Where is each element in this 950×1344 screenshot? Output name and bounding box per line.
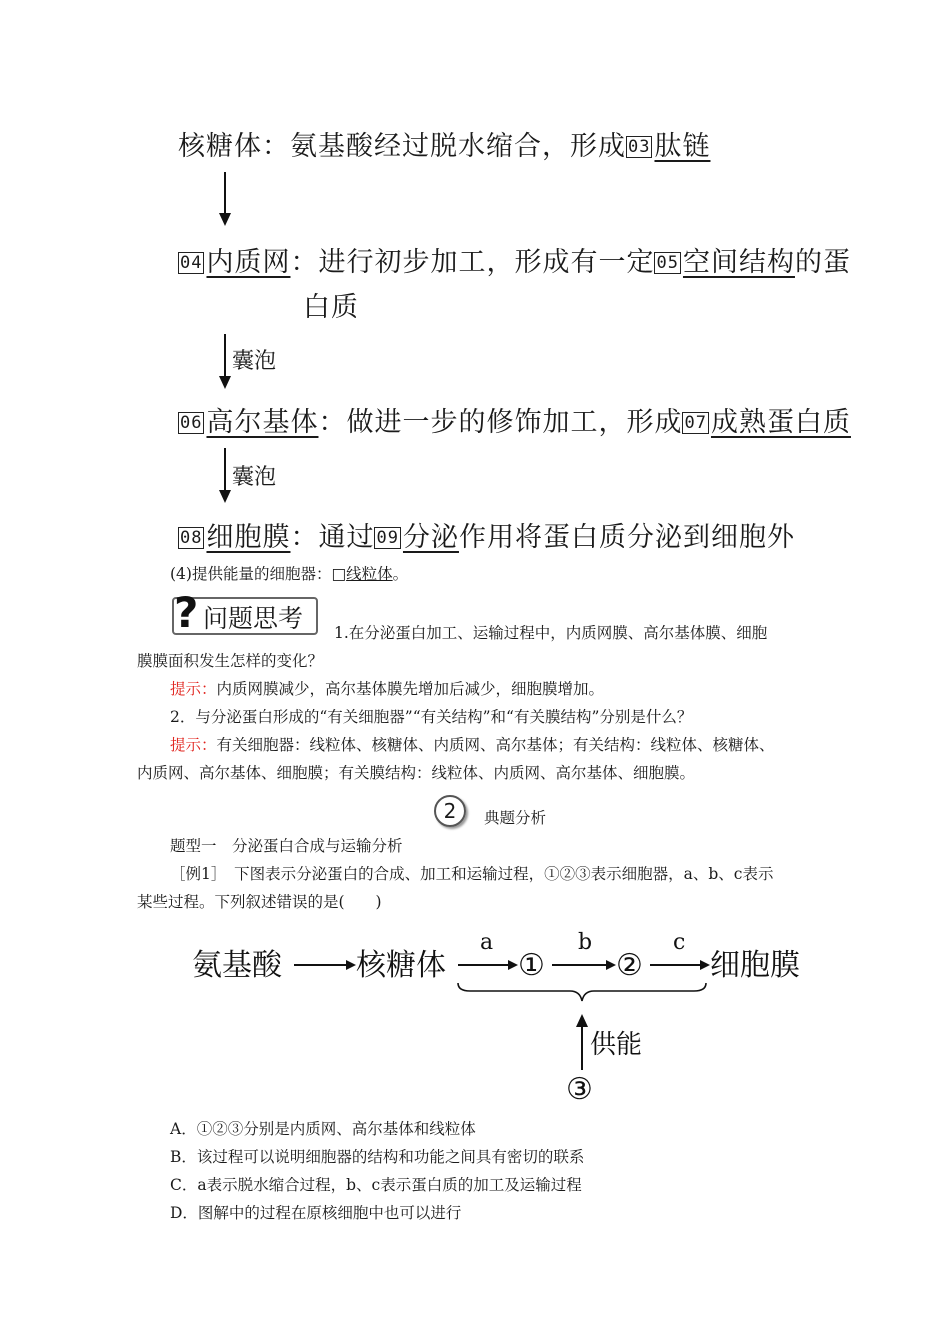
answer-text: 成熟蛋白质 bbox=[710, 407, 851, 438]
question-2: 2．与分泌蛋白形成的“有关细胞器”“有关结构”和“有关膜结构”分别是什么？ bbox=[170, 708, 693, 726]
step-text: ：做进一步的修饰加工，形成 bbox=[318, 407, 683, 438]
down-arrow-2 bbox=[224, 334, 226, 380]
flow-step-golgi bbox=[178, 400, 851, 439]
flow-step-ribosome bbox=[178, 124, 710, 163]
hint-text: 有关细胞器：线粒体、核糖体、内质网、高尔基体；有关结构：线粒体、核糖体、 bbox=[216, 736, 775, 754]
hint-label: 提示： bbox=[170, 680, 217, 698]
step-text-continued: 白质 bbox=[303, 292, 359, 323]
energy-suffix: 。 bbox=[392, 565, 409, 583]
answer-text: 肽链 bbox=[654, 131, 711, 162]
blank-number: 06 bbox=[180, 413, 203, 433]
energy-organelle-line bbox=[170, 562, 408, 584]
step-label: 核糖体 bbox=[178, 131, 262, 162]
down-arrow-1 bbox=[224, 172, 226, 216]
answer-text: 空间结构 bbox=[682, 247, 795, 278]
step-text: 作用将蛋白质分泌到细胞外 bbox=[458, 522, 795, 553]
arrow-head-icon bbox=[700, 960, 710, 970]
step-text: ：进行初步加工，形成有一定 bbox=[290, 247, 655, 278]
section-number-badge: 2 bbox=[434, 795, 466, 827]
arrow-head-icon bbox=[219, 490, 231, 503]
step-text: ：通过 bbox=[290, 522, 375, 553]
blank-number: 08 bbox=[180, 528, 203, 548]
flow-step-membrane bbox=[178, 515, 795, 554]
energy-answer: 线粒体 bbox=[346, 565, 393, 583]
blank-number: 03 bbox=[628, 137, 651, 157]
organelle-3-node: ③ bbox=[566, 1072, 593, 1107]
option-c: C．a表示脱水缩合过程，b、c表示蛋白质的加工及运输过程 bbox=[170, 1176, 582, 1194]
cell-membrane-node: 细胞膜 bbox=[710, 948, 800, 983]
answer-text: 内质网 bbox=[206, 247, 291, 278]
question-1-line-2: 膜膜面积发生怎样的变化？ bbox=[137, 652, 324, 670]
example-line-1: ［例1］ 下图表示分泌蛋白的合成、加工和运输过程，①②③表示细胞器，a、b、c表示 bbox=[170, 865, 774, 883]
question-badge-title: 问题思考 bbox=[203, 604, 304, 633]
process-c-label: c bbox=[673, 930, 686, 955]
arrow-head-icon bbox=[576, 1014, 588, 1027]
vesicle-label: 囊泡 bbox=[232, 465, 277, 490]
flow-step-er bbox=[178, 240, 851, 279]
vesicle-label: 囊泡 bbox=[232, 349, 277, 374]
arrow-head-icon bbox=[219, 213, 231, 226]
blank-number: 04 bbox=[180, 253, 203, 273]
step-text: 的蛋 bbox=[794, 247, 851, 278]
answer-2-line-1 bbox=[170, 733, 775, 755]
answer-2-line-2: 内质网、高尔基体、细胞膜；有关膜结构：线粒体、内质网、高尔基体、细胞膜。 bbox=[137, 764, 696, 782]
blank-number: 09 bbox=[376, 528, 399, 548]
energy-supply-label: 供能 bbox=[590, 1030, 643, 1060]
energy-prefix: (4)提供能量的细胞器：□ bbox=[170, 565, 347, 583]
arrow-head-icon bbox=[219, 376, 231, 389]
answer-text: 高尔基体 bbox=[206, 407, 319, 438]
answer-text: 细胞膜 bbox=[206, 522, 291, 553]
question-1-line-1: 1.在分泌蛋白加工、运输过程中，内质网膜、高尔基体膜、细胞 bbox=[334, 624, 768, 642]
ribosome-node: 核糖体 bbox=[356, 948, 446, 983]
blank-number: 07 bbox=[684, 413, 707, 433]
process-b-label: b bbox=[578, 930, 593, 955]
down-arrow-3 bbox=[224, 448, 226, 494]
brace-shape bbox=[458, 983, 706, 1001]
answer-1 bbox=[170, 677, 604, 699]
arrow-head-icon bbox=[508, 960, 518, 970]
arrow-head-icon bbox=[346, 960, 356, 970]
example-line-2: 某些过程。下列叙述错误的是( ) bbox=[137, 893, 382, 911]
section-title: 典题分析 bbox=[484, 809, 547, 827]
organelle-2-node: ② bbox=[616, 948, 643, 983]
secretion-process-diagram bbox=[180, 925, 830, 1115]
organelle-1-node: ① bbox=[518, 948, 545, 983]
arrow-head-icon bbox=[606, 960, 616, 970]
question-type-heading: 题型一 分泌蛋白合成与运输分析 bbox=[170, 837, 403, 855]
step-text: ：氨基酸经过脱水缩合，形成 bbox=[262, 131, 626, 162]
process-a-label: a bbox=[480, 930, 494, 955]
amino-acid-node: 氨基酸 bbox=[192, 948, 282, 983]
hint-text: 内质网膜减少，高尔基体膜先增加后减少，细胞膜增加。 bbox=[216, 680, 605, 698]
hint-label: 提示： bbox=[170, 736, 217, 754]
blank-number: 05 bbox=[656, 253, 679, 273]
answer-text: 分泌 bbox=[402, 522, 459, 553]
option-a: A．①②③分别是内质网、高尔基体和线粒体 bbox=[170, 1120, 476, 1138]
option-d: D．图解中的过程在原核细胞中也可以进行 bbox=[170, 1204, 462, 1222]
option-b: B．该过程可以说明细胞器的结构和功能之间具有密切的联系 bbox=[170, 1148, 585, 1166]
question-mark-icon: ? bbox=[174, 588, 199, 637]
